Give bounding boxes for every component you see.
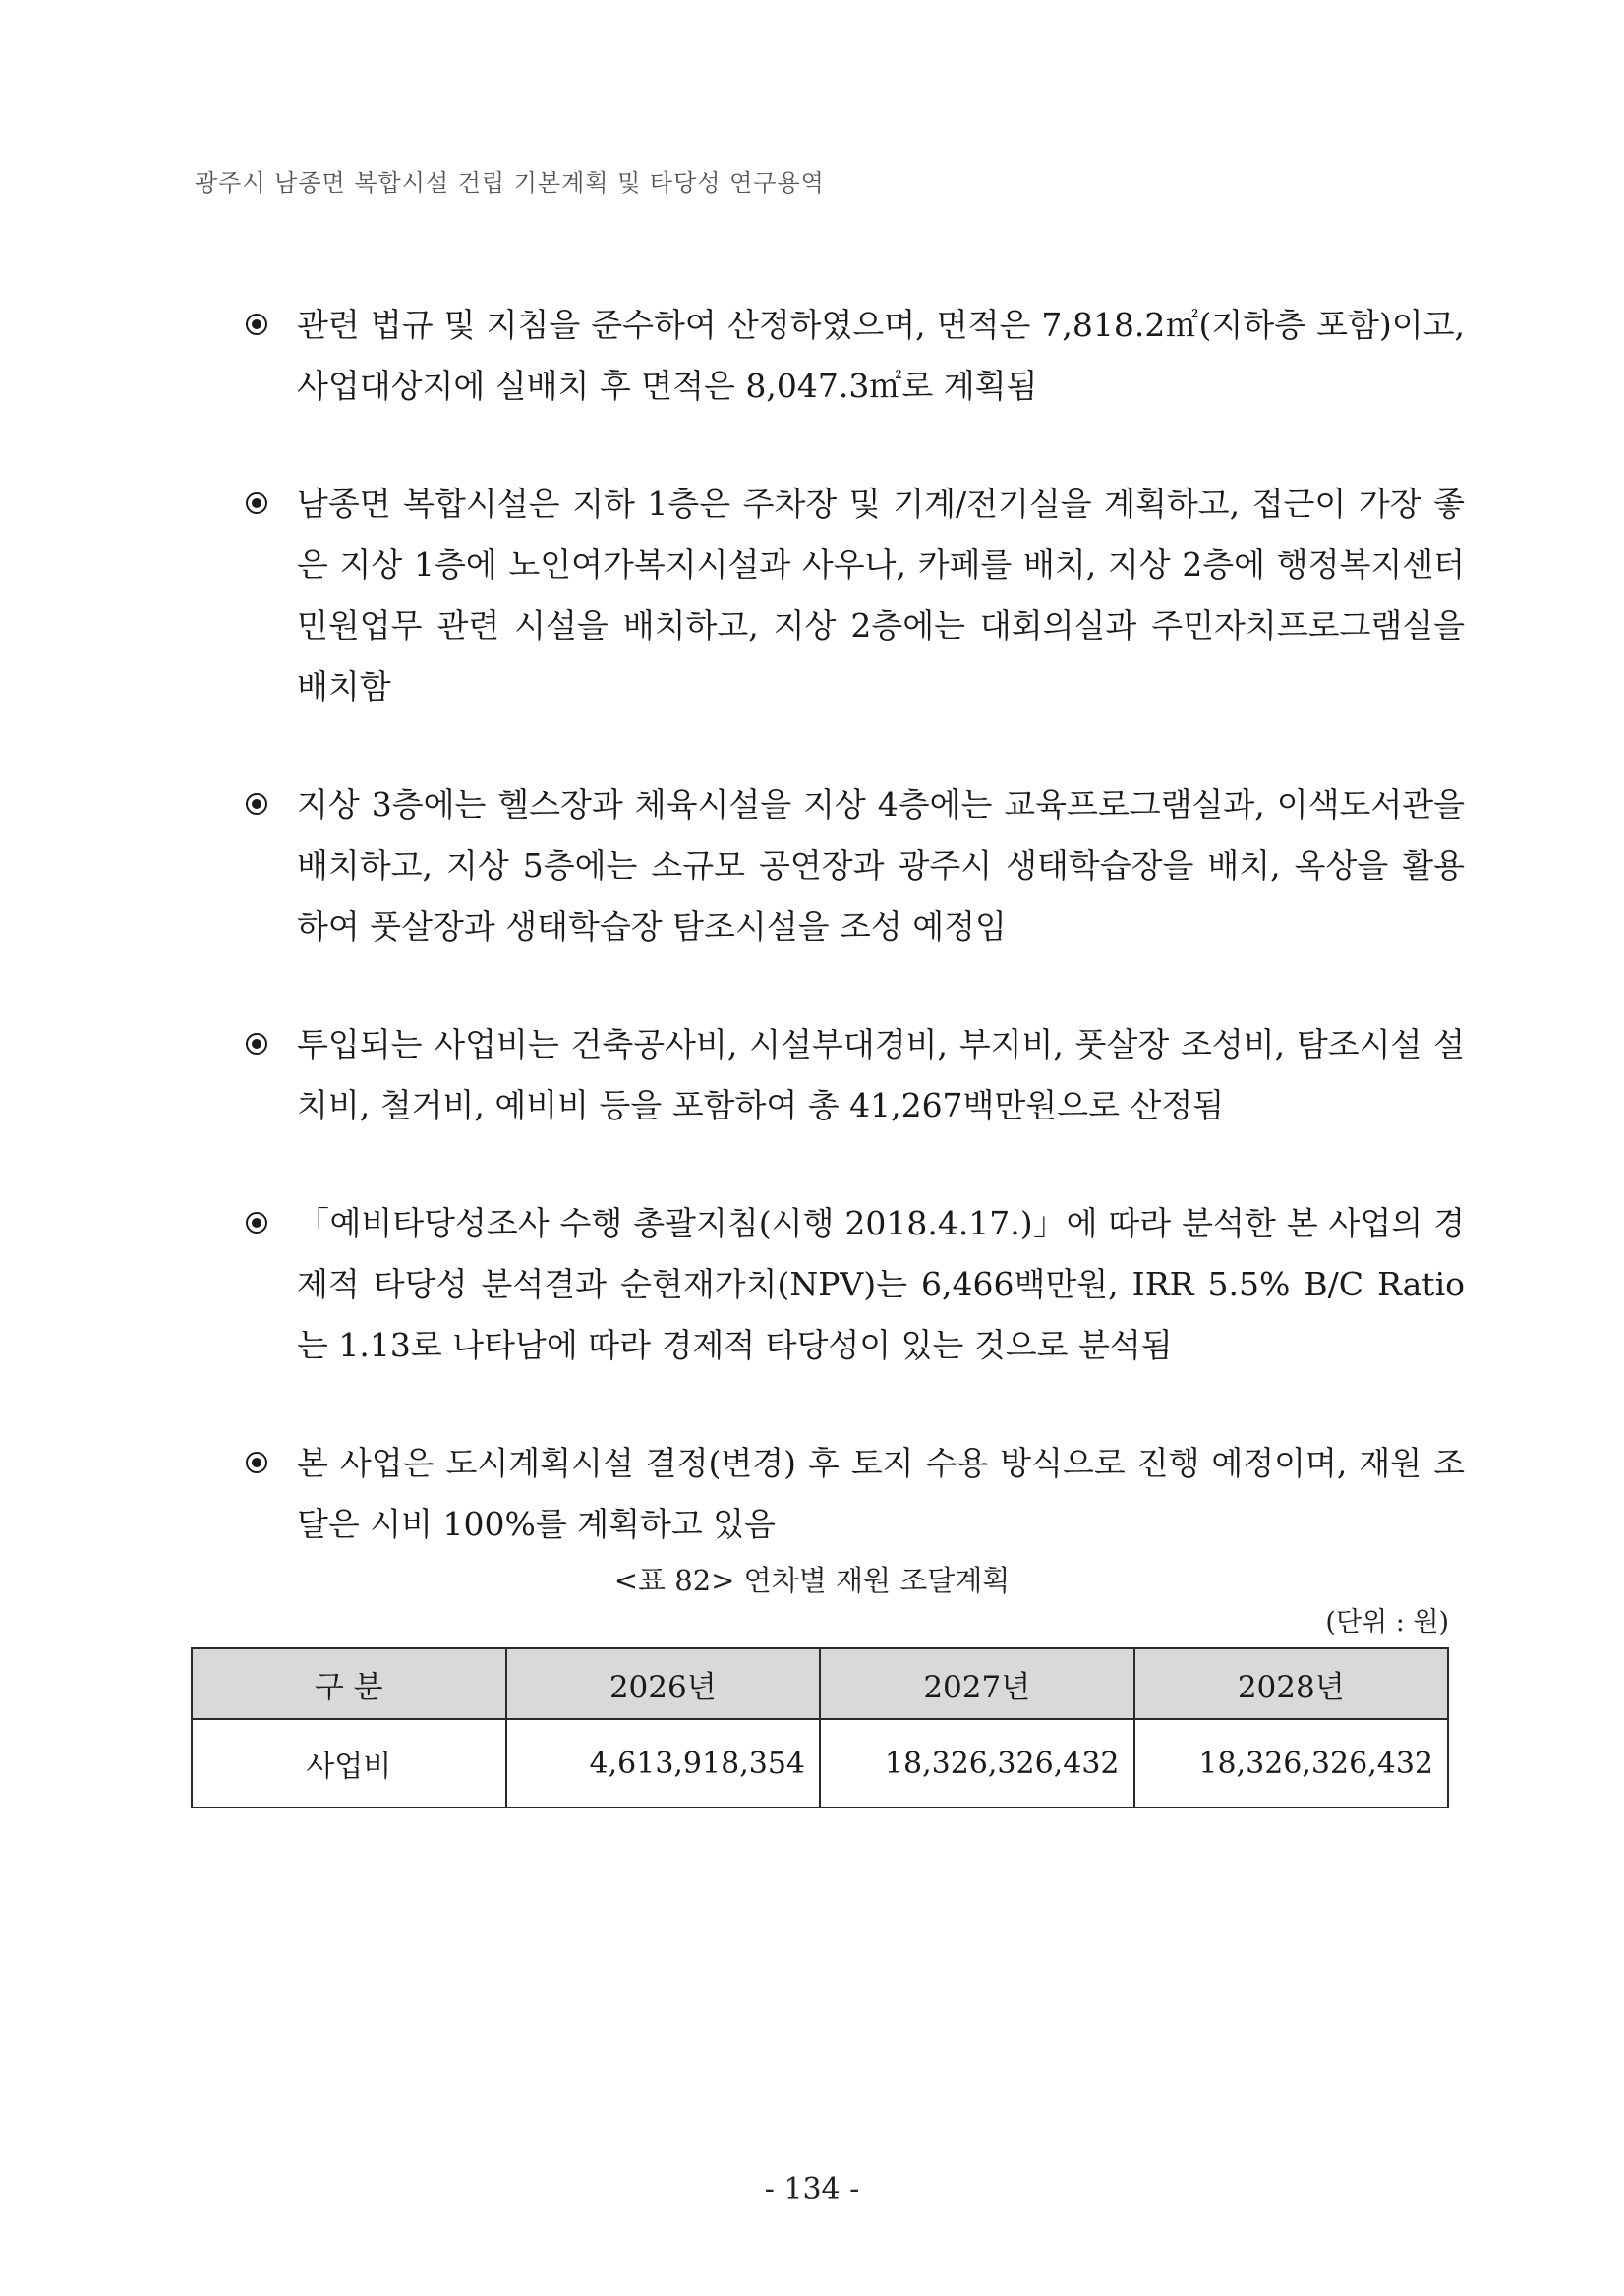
table-cell-2027: 18,326,326,432 [820, 1719, 1134, 1808]
table-cell-2028: 18,326,326,432 [1134, 1719, 1449, 1808]
table-caption: <표 82> 연차별 재원 조달계획 [613, 1564, 1011, 1597]
table-cell-2026: 4,613,918,354 [506, 1719, 821, 1808]
bullet-text: 본 사업은 도시계획시설 결정(변경) 후 토지 수용 방식으로 진행 예정이며, 재원 조달은 시비 100%를 계획하고 있음 [297, 1444, 1465, 1543]
bullet-item [246, 1014, 1465, 1136]
row-label: 사업비 [192, 1719, 506, 1808]
bullet-text: 관련 법규 및 지침을 준수하여 산정하였으며, 면적은 7,818.2㎡(지하층 포함)이고, 사업대상지에 실배치 후 면적은 8,047.3㎡로 계획됨 [297, 306, 1465, 405]
column-header-category: 구 분 [192, 1648, 506, 1719]
bullet-item [246, 1433, 1465, 1555]
bullet-item [246, 1193, 1465, 1376]
running-header: 광주시 남종면 복합시설 건립 기본계획 및 타당성 연구용역 [195, 169, 825, 197]
bullet-text: 남종면 복합시설은 지하 1층은 주차장 및 기계/전기실을 계획하고, 접근이 가장 좋은 지상 1층에 노인여가복지시설과 사우나, 카페를 배치, 지상 2층에 행정복지센터 민원업무 관련 시설을 배치하고, 지상 2층에는 대회의실과 주민자치프로그램실을 배치함 [297, 485, 1465, 706]
bullet-list [246, 295, 1465, 1612]
column-header-2028: 2028년 [1134, 1648, 1449, 1719]
fisheye-bullet-icon [246, 1212, 267, 1234]
bullet-item [246, 474, 1465, 718]
bullet-item [246, 295, 1465, 417]
bullet-item [246, 775, 1465, 957]
bullet-text: 투입되는 사업비는 건축공사비, 시설부대경비, 부지비, 풋살장 조성비, 탐조시설 설치비, 철거비, 예비비 등을 포함하여 총 41,267백만원으로 산정됨 [297, 1025, 1465, 1124]
table-unit-note: (단위 : 원) [1325, 1607, 1449, 1637]
column-header-2027: 2027년 [820, 1648, 1134, 1719]
table-header-row [192, 1648, 1448, 1719]
fisheye-bullet-icon [246, 1452, 267, 1473]
bullet-text: 「예비타당성조사 수행 총괄지침(시행 2018.4.17.)」에 따라 분석한 본 사업의 경제적 타당성 분석결과 순현재가치(NPV)는 6,466백만원, IRR 5.5% B/C Ratio는 1.13로 나타남에 따라 경제적 타당성이 있는 것으로 분석됨 [297, 1204, 1465, 1364]
fisheye-bullet-icon [246, 793, 267, 815]
fisheye-bullet-icon [246, 314, 267, 335]
bullet-text: 지상 3층에는 헬스장과 체육시설을 지상 4층에는 교육프로그램실과, 이색도서관을 배치하고, 지상 5층에는 소규모 공연장과 광주시 생태학습장을 배치, 옥상을 활용하여 풋살장과 생태학습장 탐조시설을 조성 예정임 [297, 785, 1465, 946]
page-number: - 134 - [764, 2172, 860, 2207]
fisheye-bullet-icon [246, 492, 267, 514]
funding-plan-table [191, 1647, 1449, 1808]
table-row [192, 1719, 1448, 1808]
fisheye-bullet-icon [246, 1033, 267, 1055]
column-header-2026: 2026년 [506, 1648, 821, 1719]
